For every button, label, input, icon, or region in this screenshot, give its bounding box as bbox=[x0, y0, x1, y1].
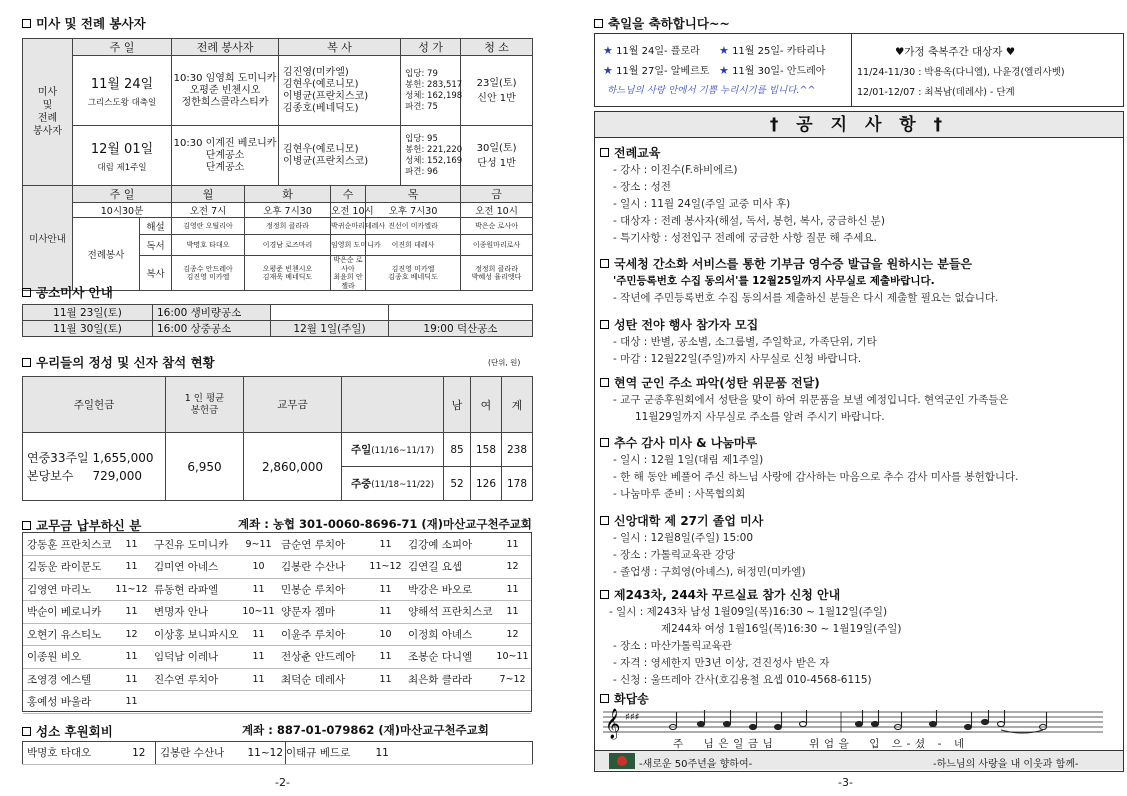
notice-title: † 공 지 사 항 † bbox=[595, 112, 1123, 138]
header-cleaning: 청 소 bbox=[461, 39, 533, 56]
vocation-row bbox=[23, 742, 533, 765]
payer-month: 9~11 bbox=[240, 533, 277, 556]
payer-month bbox=[494, 691, 531, 714]
payer-month: 11 bbox=[113, 601, 150, 624]
notice-heading: 국세청 간소화 서비스를 통한 기부금 영수증 발급을 원하시는 분들은 bbox=[614, 257, 973, 271]
attendance-label: 주일 bbox=[350, 444, 372, 456]
role-cell: 이종원마리로사 bbox=[461, 235, 533, 256]
payer-name: 이상홍 보니파시오 bbox=[150, 623, 240, 646]
payer-month: 11 bbox=[367, 601, 404, 624]
payer-name: 이종원 비오 bbox=[23, 646, 113, 669]
dues-row bbox=[23, 601, 531, 624]
notice-line: - 일시 : 12월 1일(대림 제1주일) bbox=[613, 454, 764, 466]
payer-name: 김봉란 수산나 bbox=[277, 556, 367, 579]
feast-box bbox=[594, 33, 1124, 107]
notice-heading: 현역 군인 주소 파악(성탄 위문품 전달) bbox=[614, 376, 820, 390]
star-icon: ★ bbox=[603, 44, 613, 57]
feast-item: 11월 30일- 안드레아 bbox=[732, 66, 826, 77]
payer-name: 금순연 루치아 bbox=[277, 533, 367, 556]
payer-name: 류동현 라파엘 bbox=[150, 578, 240, 601]
notice-heading: 제243차, 244차 꾸르실료 참가 신청 안내 bbox=[614, 588, 841, 602]
star-icon: ★ bbox=[719, 44, 729, 57]
server-line: 김현우(예로니모) bbox=[283, 78, 359, 90]
attendance-range: (11/18~11/22) bbox=[371, 480, 435, 490]
notice-line: - 졸업생 : 구희영(아녜스), 허정민(미카엘) bbox=[613, 566, 806, 578]
average-offering: 6,950 bbox=[166, 433, 244, 501]
vocation-list bbox=[22, 741, 533, 765]
notice-line: - 대상자 : 전례 봉사자(해설, 독서, 봉헌, 복사, 궁금하신 분) bbox=[613, 215, 885, 227]
dues-box bbox=[22, 532, 532, 712]
row-label-ministers: 미사 및 전례 봉사자 bbox=[23, 39, 73, 186]
section-feast-title: 축일을 축하합니다~~ bbox=[594, 14, 730, 32]
server-line: 김종호(베네딕도) bbox=[283, 102, 359, 114]
checkbox-square-icon bbox=[22, 727, 31, 736]
offering-line: 연중33주일 1,655,000 bbox=[27, 450, 154, 465]
payer-month: 11 bbox=[240, 623, 277, 646]
family-row: 12/01-12/07 : 최복남(데레사) - 단계 bbox=[857, 87, 1015, 98]
section-offering-title: 우리들의 정성 및 신자 참석 현황 bbox=[22, 353, 215, 371]
key-signature-icon: ♯♯♯ bbox=[625, 712, 640, 723]
server-line: 김진영(미카엘) bbox=[283, 66, 349, 78]
role-cell: 박은순 로사아 최윤희 안젤라 bbox=[331, 256, 366, 291]
unit-label: (단위, 원) bbox=[488, 358, 521, 367]
payer-month: 11 bbox=[367, 578, 404, 601]
header-servers: 복 사 bbox=[279, 39, 401, 56]
dues-row bbox=[23, 533, 531, 556]
server-line: 이병균(프란치스코) bbox=[283, 90, 369, 102]
feast-item: 11월 24일- 플로라 bbox=[616, 46, 700, 57]
role-cell: 정정희 클라라 박혜성 율리엣다 bbox=[461, 256, 533, 291]
payer-name: 김영연 마리노 bbox=[23, 578, 113, 601]
role-cell: 오평준 빈첸시오 김재욱 베네딕도 bbox=[245, 256, 331, 291]
role-row-commentator bbox=[23, 218, 533, 235]
logo-icon bbox=[609, 753, 635, 769]
payer-name bbox=[150, 691, 240, 714]
family-blessing-title: ♥가정 축복주간 대상자 ♥ bbox=[895, 46, 1016, 58]
right-page bbox=[580, 0, 1127, 796]
notice-line: 제244차 여성 1월16일(목)16:30 ~ 1월19일(주일) bbox=[661, 623, 902, 635]
notice-line: - 자격 : 영세한지 만3년 이상, 견진성사 받은 자 bbox=[613, 657, 830, 669]
checkbox-square-icon bbox=[600, 148, 609, 157]
total-count: 238 bbox=[502, 433, 533, 467]
mass-time: 10시30분 bbox=[73, 203, 172, 218]
feast-divider bbox=[851, 34, 852, 106]
notice-line: - 교구 군종후원회에서 성탄을 맞이 하여 위문품을 보낼 예정입니다. 현역군인 가족들은 bbox=[613, 394, 1009, 406]
cleaning-group: 신안 1반 bbox=[477, 92, 516, 104]
dues-list bbox=[23, 533, 531, 714]
payer-month bbox=[367, 691, 404, 714]
donor-month: 12 bbox=[123, 742, 156, 765]
mission-mass-table bbox=[22, 304, 533, 337]
checkbox-square-icon bbox=[600, 438, 609, 447]
dues-account: 계좌 : 농협 301-0060-8696-71 (재)마산교구천주교회 bbox=[238, 517, 532, 531]
minister-line: 10:30 이계진 베로니카 bbox=[173, 137, 277, 149]
attendance-label: 주중 bbox=[350, 478, 372, 490]
notice-line: - 작년에 주민등록번호 수집 동의서를 제출하신 분들은 다시 제출할 필요는 없습니다. bbox=[613, 292, 999, 304]
payer-month: 10 bbox=[240, 556, 277, 579]
payer-name: 최은화 클라라 bbox=[404, 668, 494, 691]
payer-month: 11 bbox=[367, 668, 404, 691]
donor-month: 11 bbox=[376, 742, 533, 765]
payer-name: 박강은 바오로 bbox=[404, 578, 494, 601]
notice-line: - 일시 : 11월 24일(주일 교중 미사 후) bbox=[613, 198, 791, 210]
role-cell: 김영란 오틸리아 bbox=[172, 218, 245, 235]
hymn-line: 성체: 152,169 bbox=[405, 155, 463, 166]
mass-time: 오후 7시30 bbox=[245, 203, 331, 218]
week-date: 11월 24일 bbox=[90, 77, 154, 92]
server-line: 이병균(프란치스코) bbox=[283, 155, 369, 167]
payer-month: 12 bbox=[494, 623, 531, 646]
payer-name: 양문자 젬마 bbox=[277, 601, 367, 624]
payer-name: 최덕순 데레사 bbox=[277, 668, 367, 691]
notice-heading: 추수 감사 미사 & 나눔마루 bbox=[614, 436, 758, 450]
section-mission-mass-title: 공소미사 안내 bbox=[22, 283, 113, 301]
dues-row bbox=[23, 556, 531, 579]
role-cell: 박귀순마리데레사 bbox=[331, 218, 366, 235]
offering-table bbox=[22, 376, 533, 501]
role-cell: 김종수 안드레아 김진영 미카엘 bbox=[172, 256, 245, 291]
role-name: 해설 bbox=[140, 218, 172, 235]
female-count: 158 bbox=[471, 433, 502, 467]
payer-name: 양해석 프란치스코 bbox=[404, 601, 494, 624]
mass-time: 오후 7시30 bbox=[366, 203, 461, 218]
day-header: 금 bbox=[461, 186, 533, 203]
service-label: 전례봉사 bbox=[73, 218, 140, 291]
checkbox-square-icon bbox=[600, 516, 609, 525]
payer-name: 임덕남 이레나 bbox=[150, 646, 240, 669]
minister-line: 오평준 빈첸시오 bbox=[189, 84, 261, 96]
feast-blessing: 하느님의 사랑 안에서 기쁨 누리시기를 빕니다.^^ bbox=[607, 85, 816, 96]
donor-name: 김봉란 수산나 bbox=[156, 742, 246, 765]
mission-date: 12월 1일(주일) bbox=[271, 321, 389, 337]
week-date: 12월 01일 bbox=[90, 142, 154, 157]
mass-time: 오전 10시 bbox=[331, 203, 366, 218]
header-blank bbox=[342, 377, 444, 433]
notice-line: - 일시 : 12월8일(주일) 15:00 bbox=[613, 532, 754, 544]
attendance-row-sunday bbox=[23, 433, 533, 467]
cleaning-date: 23일(토) bbox=[476, 77, 517, 89]
notice-heading: 전례교육 bbox=[614, 146, 661, 160]
role-name: 독서 bbox=[140, 235, 172, 256]
minister-line: 10:30 임영희 도미니카 bbox=[173, 72, 277, 84]
hymn-staff bbox=[603, 708, 1103, 739]
payer-name: 홍예성 바울라 bbox=[23, 691, 113, 714]
role-cell: 박은순 로사아 bbox=[461, 218, 533, 235]
day-header: 수 bbox=[331, 186, 366, 203]
checkbox-square-icon bbox=[22, 19, 31, 28]
payer-month: 12 bbox=[494, 556, 531, 579]
checkbox-square-icon bbox=[594, 19, 603, 28]
payer-month: 10~11 bbox=[240, 601, 277, 624]
payer-month: 11 bbox=[494, 578, 531, 601]
notice-line: - 나눔마루 준비 : 사목협의회 bbox=[613, 488, 746, 500]
checkbox-square-icon bbox=[22, 288, 31, 297]
dues-row bbox=[23, 623, 531, 646]
star-icon: ★ bbox=[603, 64, 613, 77]
notice-line: 11월29일까지 사무실로 주소를 알려 주시기 바랍니다. bbox=[635, 411, 885, 423]
payer-month: 11 bbox=[494, 533, 531, 556]
hymn-lyrics: 주 님은일금님 위엄을 입 으-셨 - 네 bbox=[673, 738, 969, 750]
minister-line: 단계공소 bbox=[205, 149, 245, 161]
cleaning-date: 30일(토) bbox=[476, 142, 517, 154]
week-row-1 bbox=[23, 56, 533, 126]
server-line: 김현우(예로니모) bbox=[283, 143, 359, 155]
week-feast: 대림 제1주일 bbox=[97, 163, 147, 173]
payer-name: 구진유 도미니카 bbox=[150, 533, 240, 556]
mission-place: 16:00 생비량공소 bbox=[153, 305, 271, 321]
payer-name: 이정희 아녜스 bbox=[404, 623, 494, 646]
notice-heading: 화답송 bbox=[614, 692, 649, 706]
role-cell: 박명호 타대오 bbox=[172, 235, 245, 256]
notice-box bbox=[594, 111, 1124, 772]
feast-item: 11월 25일- 카타리나 bbox=[732, 46, 826, 57]
payer-name: 이윤주 루치아 bbox=[277, 623, 367, 646]
role-cell: 임영희 도미니카 bbox=[331, 235, 366, 256]
checkbox-square-icon bbox=[22, 358, 31, 367]
payer-month: 10 bbox=[367, 623, 404, 646]
page-number-right: -3- bbox=[838, 776, 853, 789]
checkbox-square-icon bbox=[22, 521, 31, 530]
payer-name: 오현기 유스티노 bbox=[23, 623, 113, 646]
payer-month: 11 bbox=[240, 668, 277, 691]
mission-date bbox=[271, 305, 389, 321]
role-cell: 정정희 클라라 bbox=[245, 218, 331, 235]
notice-line: - 강사 : 이진수(F.하비에르) bbox=[613, 164, 738, 176]
notice-line: - 한 해 동안 베풀어 주신 하느님 사랑에 감사하는 마음으로 추수 감사 미사를 봉헌합니다. bbox=[613, 471, 1019, 483]
treble-clef-icon: 𝄞 bbox=[605, 709, 621, 739]
left-page bbox=[0, 0, 545, 796]
header-sunday: 주 일 bbox=[73, 39, 172, 56]
day-header: 화 bbox=[245, 186, 331, 203]
header-total: 계 bbox=[502, 377, 533, 433]
notice-line: - 장소 : 성전 bbox=[613, 181, 671, 193]
days-row bbox=[23, 186, 533, 203]
notice-line: - 신청 : 울뜨레아 간사(호김용철 요셉 010-4568-6115) bbox=[613, 674, 872, 686]
payer-name: 김동운 라이문도 bbox=[23, 556, 113, 579]
footer-slogan-right: -하느님의 사랑을 내 이웃과 함께- bbox=[933, 759, 1079, 770]
minister-line: 정한희스콜라스티카 bbox=[181, 96, 269, 108]
mass-time: 오전 10시 bbox=[461, 203, 533, 218]
note-heads bbox=[670, 710, 1047, 733]
section-dues-title: 교무금 납부하신 분 bbox=[22, 516, 141, 534]
payer-month: 11 bbox=[240, 578, 277, 601]
checkbox-square-icon bbox=[600, 590, 609, 599]
page-number-left: -2- bbox=[275, 776, 290, 789]
donor-month: 11~12 bbox=[246, 742, 286, 765]
total-count: 178 bbox=[502, 467, 533, 501]
female-count: 126 bbox=[471, 467, 502, 501]
notice-line: - 마감 : 12월22일(주일)까지 사무실로 신청 바랍니다. bbox=[613, 353, 862, 365]
row-label-mass-guide: 미사안내 bbox=[23, 186, 73, 291]
header-ministers: 전례 봉사자 bbox=[172, 39, 279, 56]
payer-month: 11 bbox=[113, 668, 150, 691]
checkbox-square-icon bbox=[600, 378, 609, 387]
mission-place: 16:00 상중공소 bbox=[153, 321, 271, 337]
payer-name: 조영경 에스텔 bbox=[23, 668, 113, 691]
payer-name: 강동훈 프란치스코 bbox=[23, 533, 113, 556]
attendance-range: (11/16~11/17) bbox=[371, 446, 435, 456]
male-count: 52 bbox=[444, 467, 471, 501]
notice-line: - 특기사항 : 성전입구 전례에 궁금한 사항 질문 해 주세요. bbox=[613, 232, 877, 244]
notice-line: - 일시 : 제243차 남성 1월09일(목)16:30 ~ 1월12일(주일) bbox=[609, 606, 888, 618]
cleaning-group: 단성 1반 bbox=[477, 157, 516, 169]
mission-place: 19:00 덕산공소 bbox=[389, 321, 533, 337]
payer-name: 김연길 요셉 bbox=[404, 556, 494, 579]
role-name: 복사 bbox=[140, 256, 172, 291]
week-row-2 bbox=[23, 126, 533, 186]
notice-line: - 장소 : 마산가톨릭교육관 bbox=[613, 640, 732, 652]
payer-month: 11 bbox=[240, 646, 277, 669]
mission-place bbox=[389, 305, 533, 321]
payer-name: 박순이 베로니카 bbox=[23, 601, 113, 624]
hymn-line: 파견: 75 bbox=[405, 101, 438, 112]
offering-line: 본당보수 729,000 bbox=[27, 468, 143, 483]
header-female: 여 bbox=[471, 377, 502, 433]
hymn-line: 파견: 96 bbox=[405, 166, 438, 177]
payer-month: 11 bbox=[494, 601, 531, 624]
notice-line: - 대상 : 반별, 공소별, 소그룹별, 주일학교, 가족단위, 기타 bbox=[613, 336, 877, 348]
payer-month: 11~12 bbox=[113, 578, 150, 601]
donor-name: 이태규 베드로 bbox=[286, 742, 376, 765]
dues-row bbox=[23, 646, 531, 669]
day-header: 주 일 bbox=[73, 186, 172, 203]
payer-name: 김미연 아네스 bbox=[150, 556, 240, 579]
role-cell: 김진영 미카엘 김종호 베네딕도 bbox=[366, 256, 461, 291]
ministers-table bbox=[22, 38, 533, 291]
times-row bbox=[23, 203, 533, 218]
payer-month: 7~12 bbox=[494, 668, 531, 691]
payer-month: 11 bbox=[113, 646, 150, 669]
family-row: 11/24-11/30 : 박용옥(다니엘), 나윤경(엘리사벳) bbox=[857, 67, 1065, 78]
dues-row bbox=[23, 578, 531, 601]
header-average: 1 인 평균 봉헌금 bbox=[166, 377, 244, 433]
notice-heading: 신앙대학 제 27기 졸업 미사 bbox=[614, 514, 764, 528]
minister-line: 단계공소 bbox=[205, 161, 245, 173]
payer-month: 11~12 bbox=[367, 556, 404, 579]
payer-month: 11 bbox=[367, 533, 404, 556]
footer-slogan-left: -새로운 50주년을 향하여- bbox=[639, 759, 753, 770]
dues-row bbox=[23, 668, 531, 691]
payer-name: 조봉순 다니엘 bbox=[404, 646, 494, 669]
donor-name: 박명호 타대오 bbox=[23, 742, 123, 765]
hymn-line: 성체: 162,198 bbox=[405, 90, 463, 101]
day-header: 목 bbox=[366, 186, 461, 203]
header-hymns: 성 가 bbox=[401, 39, 461, 56]
notice-line: '주민등록번호 수집 동의서'를 12월25일까지 사무실로 제출바랍니다. bbox=[613, 275, 935, 287]
mission-row bbox=[23, 305, 533, 321]
payer-month bbox=[240, 691, 277, 714]
day-header: 월 bbox=[172, 186, 245, 203]
payer-month: 11 bbox=[367, 646, 404, 669]
role-cell: 진선이 미카엘라 bbox=[366, 218, 461, 235]
header-sunday-offering: 주일헌금 bbox=[23, 377, 166, 433]
payer-month: 11 bbox=[113, 556, 150, 579]
hymn-line: 입당: 95 bbox=[405, 133, 438, 144]
hymn-line: 봉헌: 221,220 bbox=[405, 144, 463, 155]
section-vocation-title: 성소 후원회비 bbox=[22, 722, 113, 740]
header-dues: 교무금 bbox=[244, 377, 342, 433]
payer-name: 김강예 소피아 bbox=[404, 533, 494, 556]
offering-header-row bbox=[23, 377, 533, 433]
payer-name: 변명자 안나 bbox=[150, 601, 240, 624]
checkbox-square-icon bbox=[600, 320, 609, 329]
feast-item: 11월 27일- 알베르토 bbox=[616, 66, 710, 77]
section-mass-ministers-title: 미사 및 전례 봉사자 bbox=[22, 14, 146, 32]
dues-row bbox=[23, 691, 531, 714]
vocation-account: 계좌 : 887-01-079862 (재)마산교구천주교회 bbox=[242, 723, 489, 737]
notice-heading: 성탄 전야 행사 참가자 모집 bbox=[614, 318, 759, 332]
male-count: 85 bbox=[444, 433, 471, 467]
payer-month: 12 bbox=[113, 623, 150, 646]
notice-line: - 장소 : 가톨릭교육관 강당 bbox=[613, 549, 736, 561]
week-feast: 그리스도왕 대축일 bbox=[87, 98, 157, 108]
payer-name: 민봉순 루치아 bbox=[277, 578, 367, 601]
mission-date: 11월 30일(토) bbox=[23, 321, 153, 337]
payer-month: 10~11 bbox=[494, 646, 531, 669]
payer-month: 11 bbox=[113, 533, 150, 556]
payer-name: 진수연 루치아 bbox=[150, 668, 240, 691]
mission-row bbox=[23, 321, 533, 337]
checkbox-square-icon bbox=[600, 259, 609, 268]
footer-bar bbox=[595, 750, 1123, 770]
role-cell: 이경남 로즈마리 bbox=[245, 235, 331, 256]
role-cell: 이진희 데레사 bbox=[366, 235, 461, 256]
star-icon: ★ bbox=[719, 64, 729, 77]
hymn-line: 봉헌: 283,517 bbox=[405, 79, 463, 90]
payer-name bbox=[277, 691, 367, 714]
mass-time: 오전 7시 bbox=[172, 203, 245, 218]
header-male: 남 bbox=[444, 377, 471, 433]
payer-month: 11 bbox=[113, 691, 150, 714]
dues-total: 2,860,000 bbox=[244, 433, 342, 501]
payer-name bbox=[404, 691, 494, 714]
checkbox-square-icon bbox=[600, 694, 609, 703]
mission-date: 11월 23일(토) bbox=[23, 305, 153, 321]
payer-name: 전상춘 안드레아 bbox=[277, 646, 367, 669]
hymn-line: 입당: 79 bbox=[405, 68, 438, 79]
